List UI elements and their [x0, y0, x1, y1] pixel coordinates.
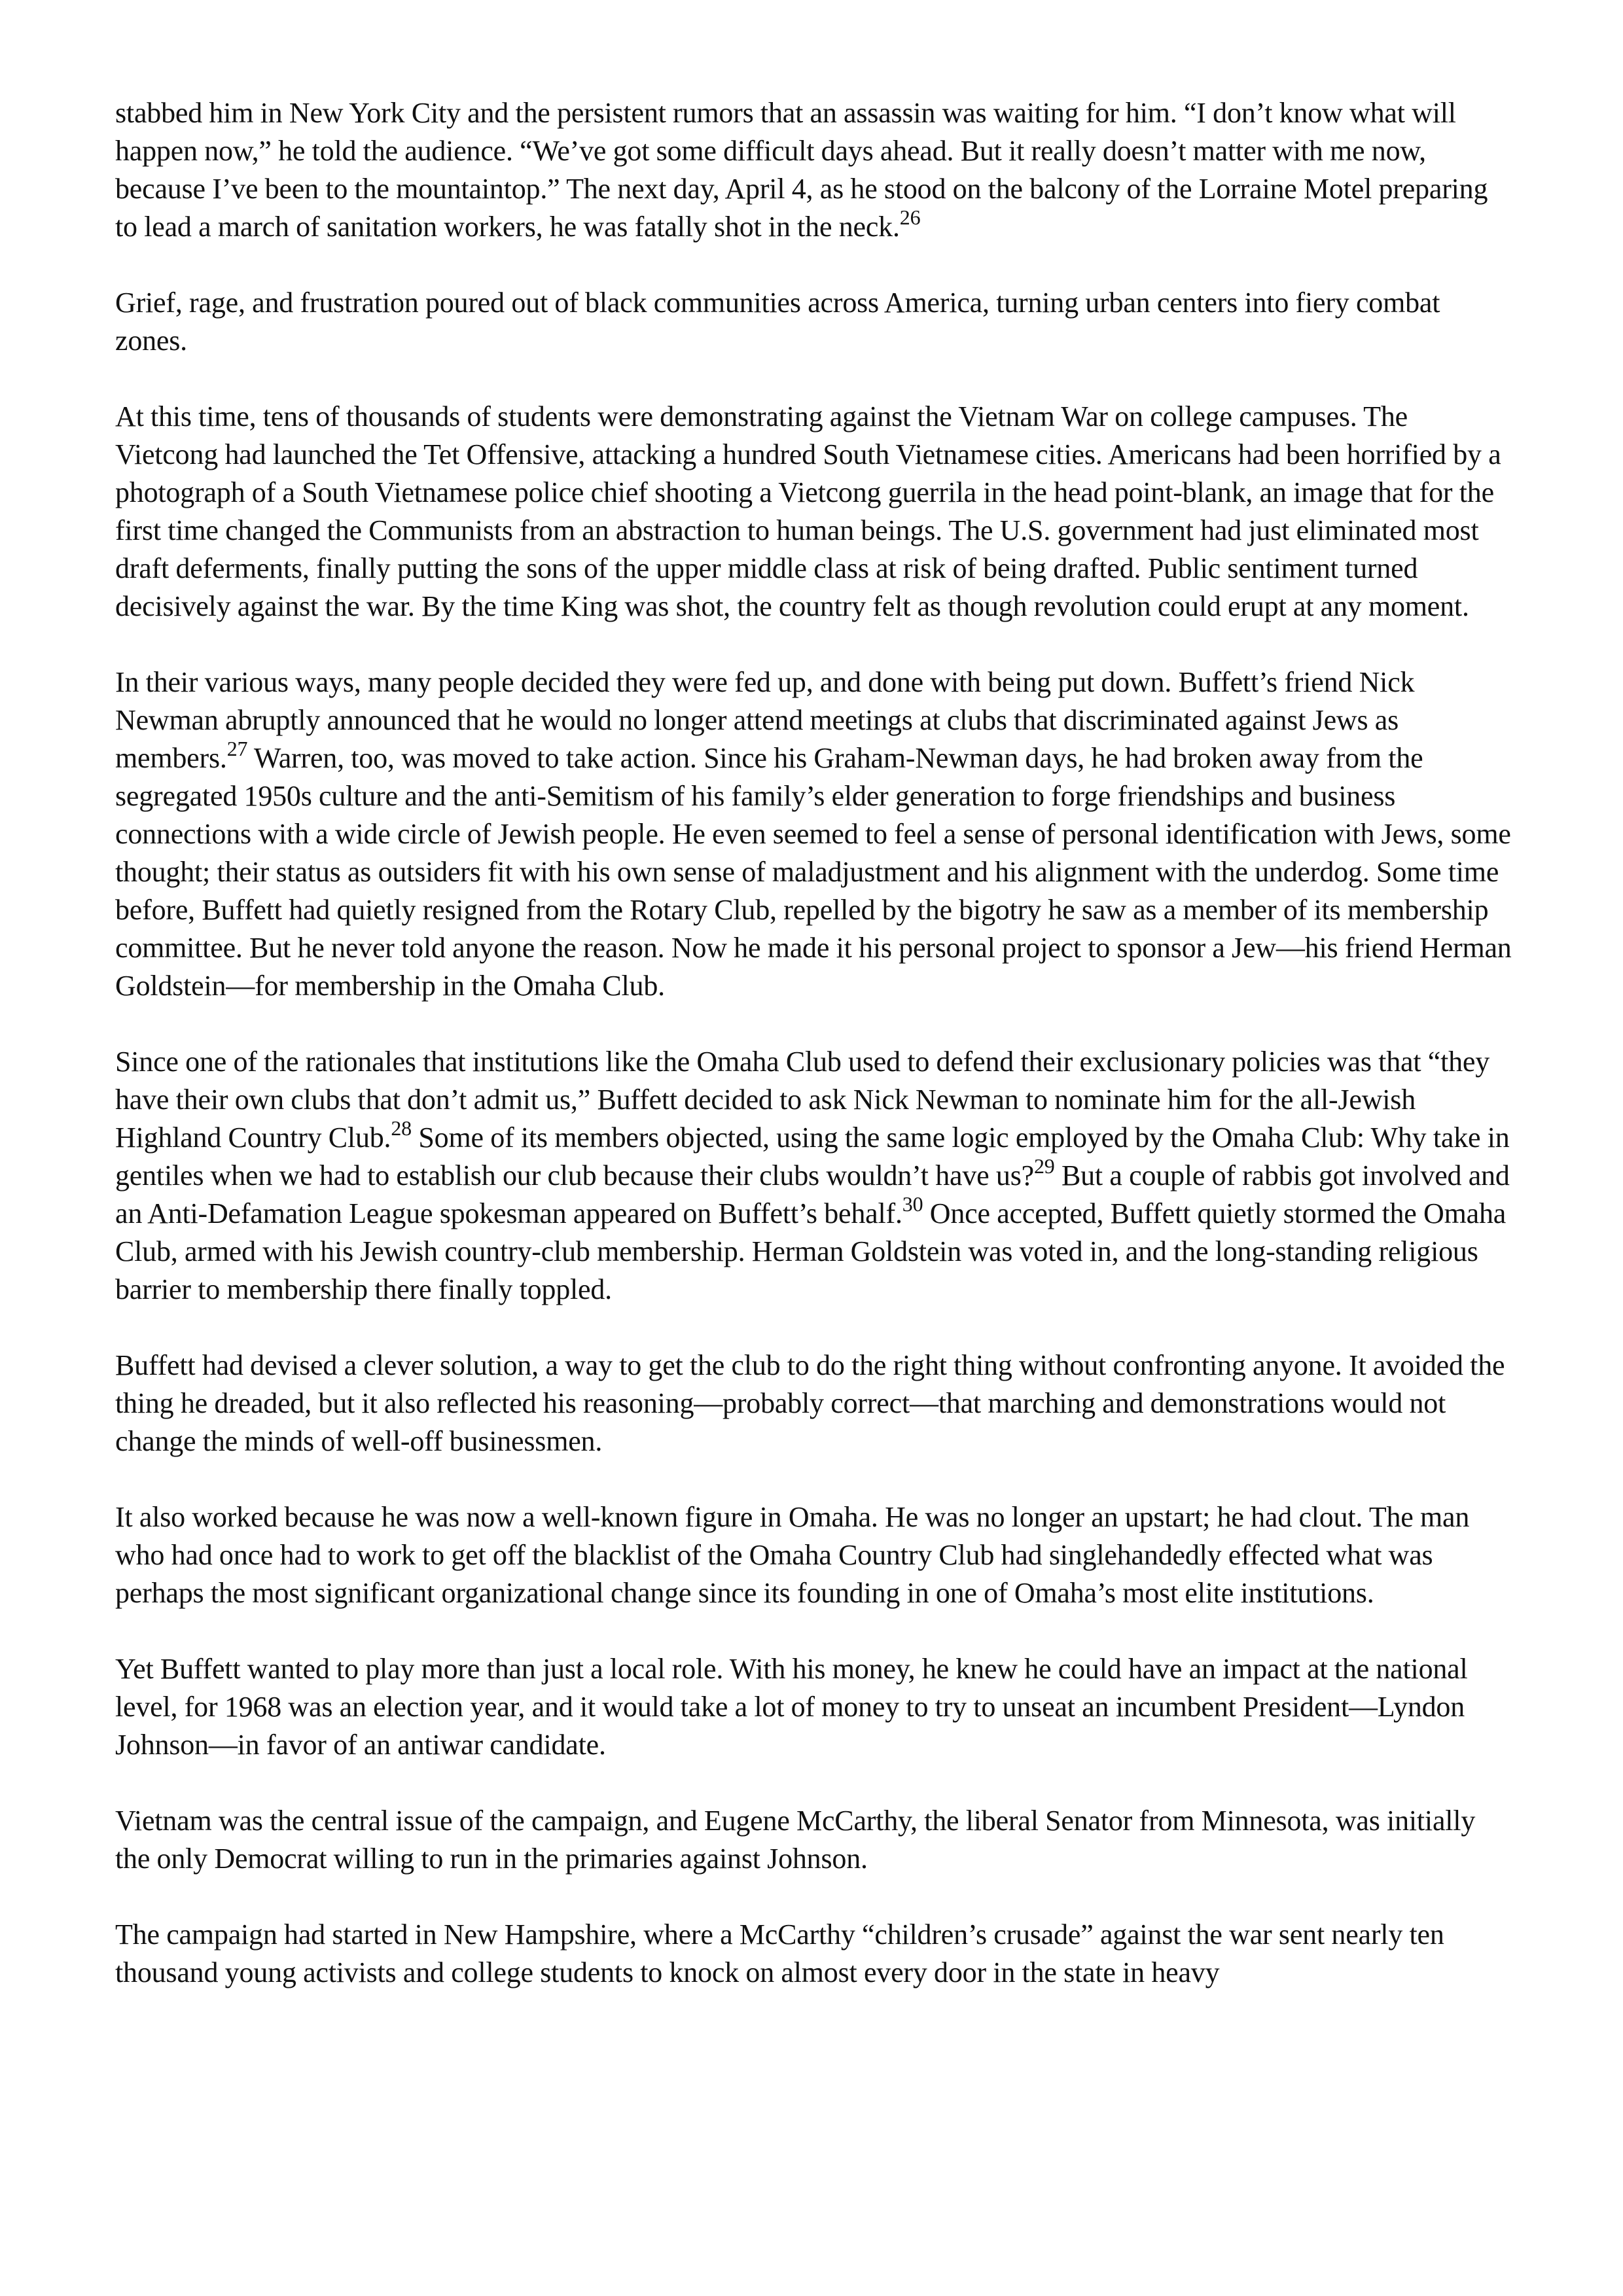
paragraph — [115, 284, 1516, 360]
paragraph-text: At this time, tens of thousands of students were demonstrating against the Vietnam War on college campuses. The Vietcong had launched the Tet Offensive, attacking a hundred South Vietnamese cities. Americans had been horrified by a photograph of a South Vietnamese police chief shooting a Vietcong guerrila in the head point-blank, an image that for the first time changed the Communists from an abstraction to human beings. The U.S. government had just eliminated most draft deferments, finally putting the sons of the upper middle class at risk of being drafted. Public sentiment turned decisively against the war. By the time King was shot, the country felt as though revolution could erupt at any moment. — [115, 400, 1501, 622]
paragraph-text: stabbed him in New York City and the persistent rumors that an assassin was waiting for him. “I don’t know what will happen now,” he told the audience. “We’ve got some difficult days ahead. But it really doesn’t matter with me now, because I’ve been to the mountaintop.” The next day, April 4, as he stood on the balcony of the Lorraine Motel preparing to lead a march of sanitation workers, he was fatally shot in the neck. — [115, 97, 1488, 243]
paragraph-text: But a couple of rabbis got involved and an Anti-Defamation League spokesman appeared on Buffett’s behalf. — [115, 1159, 1510, 1229]
footnote-ref[interactable]: 26 — [899, 205, 921, 229]
paragraph-text: Vietnam was the central issue of the campaign, and Eugene McCarthy, the liberal Senator from Minnesota, was initially the only Democrat willing to run in the primaries against Johnson. — [115, 1805, 1476, 1875]
paragraph-text: Since one of the rationales that institutions like the Omaha Club used to defend their exclusionary policies was that “they have their own clubs that don’t admit us,” Buffett decided to ask Nick Newman to nominate him for the all-Jewish Highland Country Club. — [115, 1046, 1490, 1154]
paragraph-text: It also worked because he was now a well-known figure in Omaha. He was no longer an upstart; he had clout. The man who had once had to work to get off the blacklist of the Omaha Country Club had singlehandedly effected what was perhaps the most significant organizational change since its founding in one of Omaha’s most elite institutions. — [115, 1501, 1470, 1609]
document-page — [115, 94, 1516, 2030]
paragraph — [115, 1650, 1516, 1764]
paragraph-text: Buffett had devised a clever solution, a way to get the club to do the right thing without confronting anyone. It avoided the thing he dreaded, but it also reflected his reasoning—probably correct—that marching and demonstrations would not change the minds of well-off businessmen. — [115, 1349, 1505, 1457]
footnote-ref[interactable]: 29 — [1033, 1154, 1055, 1178]
footnote-ref[interactable]: 30 — [902, 1192, 923, 1216]
paragraph-text: Grief, rage, and frustration poured out of black communities across America, turning urban centers into fiery combat zones. — [115, 287, 1440, 357]
footnote-ref[interactable]: 28 — [391, 1116, 412, 1140]
paragraph — [115, 1802, 1516, 1878]
paragraph-text: Yet Buffett wanted to play more than just a local role. With his money, he knew he could have an impact at the national level, for 1968 was an election year, and it would take a lot of money to try to unseat an incumbent President—Lyndon Johnson—in favor of an antiwar candidate. — [115, 1653, 1468, 1761]
paragraph-text: Once accepted, Buffett quietly stormed the Omaha Club, armed with his Jewish country-club membership. Herman Goldstein was voted in, and the long-standing religious barrier to membership there finally toppled. — [115, 1197, 1507, 1305]
paragraph-text: Warren, too, was moved to take action. Since his Graham-Newman days, he had broken away from the segregated 1950s culture and the anti-Semitism of his family’s elder generation to forge friendships and business connections with a wide circle of Jewish people. He even seemed to feel a sense of personal identification with Jews, some thought; their status as outsiders fit with his own sense of maladjustment and his alignment with the underdog. Some time before, Buffett had quietly resigned from the Rotary Club, repelled by the bigotry he saw as a member of its membership committee. But he never told anyone the reason. Now he made it his personal project to sponsor a Jew—his friend Herman Goldstein—for membership in the Omaha Club. — [115, 742, 1512, 1002]
paragraph — [115, 1498, 1516, 1612]
paragraph-text: Some of its members objected, using the same logic employed by the Omaha Club: Why take in gentiles when we had to establish our club because their clubs wouldn’t have us? — [115, 1122, 1510, 1192]
footnote-ref[interactable]: 27 — [226, 737, 248, 760]
paragraph — [115, 1347, 1516, 1460]
paragraph — [115, 94, 1516, 246]
paragraph — [115, 398, 1516, 626]
paragraph — [115, 1043, 1516, 1309]
paragraph-text: In their various ways, many people decided they were fed up, and done with being put down. Buffett’s friend Nick Newman abruptly announced that he would no longer attend meetings at clubs that discriminated against Jews as members. — [115, 666, 1415, 774]
paragraph — [115, 1916, 1516, 1992]
paragraph-text: The campaign had started in New Hampshire, where a McCarthy “children’s crusade” against the war sent nearly ten thousand young activists and college students to knock on almost every door in the state in heavy — [115, 1918, 1444, 1988]
paragraph — [115, 663, 1516, 1005]
